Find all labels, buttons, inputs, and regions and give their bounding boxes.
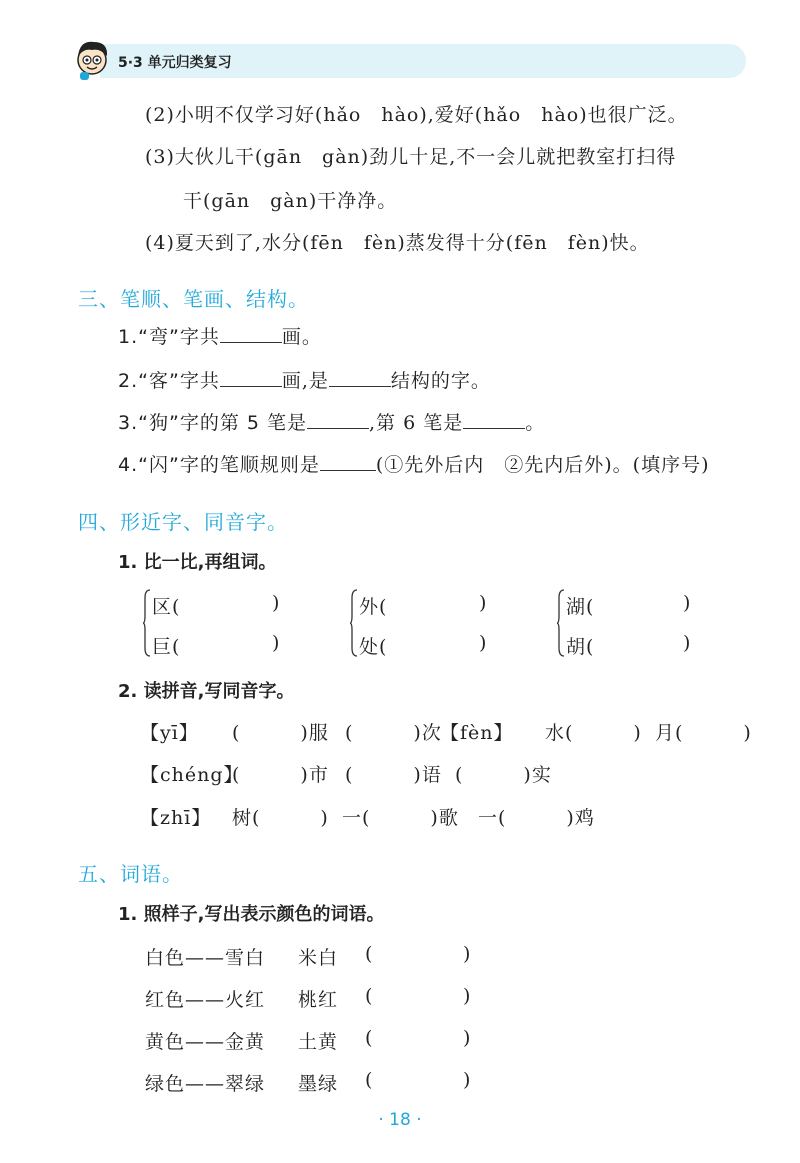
s3-q3-mid: ,第 6 笔是 xyxy=(368,412,464,434)
s3-q1-blank[interactable] xyxy=(220,324,282,343)
page-number: · 18 · xyxy=(378,1110,422,1130)
color-row-1-close: ) xyxy=(463,943,472,965)
pair-3-b: 胡( xyxy=(566,636,595,658)
brace-icon xyxy=(350,588,358,658)
fen-word-2: 月( ) xyxy=(655,722,752,744)
color-row-1-open: ( xyxy=(365,943,374,965)
pair-2-b-close: ) xyxy=(479,632,488,654)
s3-q3-blank-2[interactable] xyxy=(463,410,525,429)
question-line-3-cont: 干(gān gàn)干净净。 xyxy=(183,190,398,212)
color-row-3-word: 土黄 xyxy=(298,1031,339,1053)
color-row-2-open: ( xyxy=(365,985,374,1007)
color-row-1-word: 米白 xyxy=(298,947,339,969)
section-3-title: 三、笔顺、笔画、结构。 xyxy=(78,287,309,311)
s3-q4-tail: (①先外后内 ②先内后外)。(填序号) xyxy=(375,454,710,476)
zhi-word-2: 一( )歌 xyxy=(342,807,459,829)
pair-1-a-close: ) xyxy=(272,592,281,614)
yi-word-1: ( )服 xyxy=(232,722,329,744)
question-line-2: (2)小明不仅学习好(hǎo hào),爱好(hǎo hào)也很广泛。 xyxy=(145,104,688,126)
s3-q2-tail: 结构的字。 xyxy=(390,370,491,392)
s3-q3 xyxy=(118,408,545,435)
s3-q4-blank[interactable] xyxy=(320,452,376,471)
cheng-word-2: ( )语 xyxy=(345,764,442,786)
s3-q2-mid: 画,是 xyxy=(281,370,329,392)
pair-2-a-close: ) xyxy=(479,592,488,614)
fen-tag: 【fèn】 xyxy=(440,722,514,744)
section-5-title: 五、词语。 xyxy=(78,862,183,886)
cheng-word-3: ( )实 xyxy=(455,764,552,786)
color-row-3-example: 黄色——金黄 xyxy=(145,1031,266,1053)
header-title: 5·3 单元归类复习 xyxy=(118,55,232,71)
cheng-word-1: ( )市 xyxy=(232,764,329,786)
cheng-tag: 【chéng】 xyxy=(140,764,244,786)
pair-3-a-close: ) xyxy=(683,592,692,614)
color-row-1-example: 白色——雪白 xyxy=(145,947,266,969)
s3-q1 xyxy=(118,322,322,349)
pair-3-b-close: ) xyxy=(683,632,692,654)
yi-word-2: ( )次 xyxy=(345,722,442,744)
s3-q2 xyxy=(118,366,491,393)
brace-icon xyxy=(557,588,565,658)
color-row-2-close: ) xyxy=(463,985,472,1007)
yi-tag: 【yī】 xyxy=(140,722,199,744)
s3-q1-text: 1.“弯”字共 xyxy=(118,326,220,348)
pair-2-a: 外( xyxy=(359,596,388,618)
color-row-3-open: ( xyxy=(365,1027,374,1049)
s3-q4 xyxy=(118,450,709,477)
mascot-avatar xyxy=(70,36,114,82)
s3-q2-text: 2.“客”字共 xyxy=(118,370,220,392)
pair-3-a: 湖( xyxy=(566,596,595,618)
color-row-4-example: 绿色——翠绿 xyxy=(145,1073,266,1095)
zhi-tag: 【zhī】 xyxy=(140,807,212,829)
pair-1-b: 巨( xyxy=(152,636,181,658)
s3-q3-text: 3.“狗”字的第 5 笔是 xyxy=(118,412,307,434)
brace-icon xyxy=(143,588,151,658)
fen-word-1: 水( ) xyxy=(545,722,642,744)
pair-1-a: 区( xyxy=(152,596,181,618)
question-line-4: (4)夏天到了,水分(fēn fèn)蒸发得十分(fēn fèn)快。 xyxy=(145,232,650,254)
s3-q2-blank-2[interactable] xyxy=(329,368,391,387)
s4-sub-2: 2. 读拼音,写同音字。 xyxy=(118,681,295,702)
color-row-4-word: 墨绿 xyxy=(298,1073,339,1095)
color-row-2-word: 桃红 xyxy=(298,989,339,1011)
s4-sub-1: 1. 比一比,再组词。 xyxy=(118,552,277,573)
s3-q1-tail: 画。 xyxy=(281,326,322,348)
color-row-4-close: ) xyxy=(463,1069,472,1091)
zhi-word-3: 一( )鸡 xyxy=(478,807,595,829)
s3-q3-blank-1[interactable] xyxy=(307,410,369,429)
color-row-4-open: ( xyxy=(365,1069,374,1091)
zhi-word-1: 树( ) xyxy=(232,807,329,829)
s3-q3-tail: 。 xyxy=(525,412,546,434)
pair-2-b: 处( xyxy=(359,636,388,658)
color-row-3-close: ) xyxy=(463,1027,472,1049)
s5-sub-1: 1. 照样子,写出表示颜色的词语。 xyxy=(118,904,385,925)
s3-q4-text: 4.“闪”字的笔顺规则是 xyxy=(118,454,320,476)
pair-1-b-close: ) xyxy=(272,632,281,654)
color-row-2-example: 红色——火红 xyxy=(145,989,266,1011)
s3-q2-blank-1[interactable] xyxy=(220,368,282,387)
question-line-3: (3)大伙儿干(gān gàn)劲儿十足,不一会儿就把教室打扫得 xyxy=(145,146,677,168)
section-4-title: 四、形近字、同音字。 xyxy=(78,510,288,534)
